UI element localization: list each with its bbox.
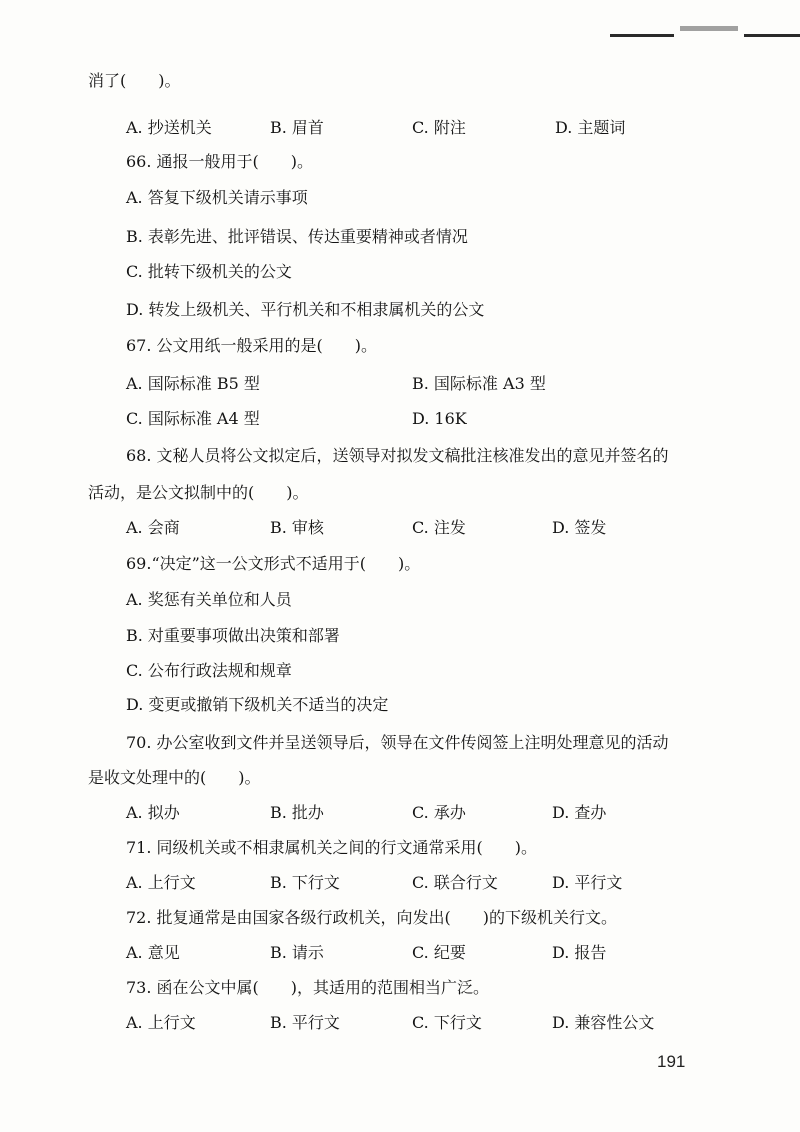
option-a: A. 拟办 <box>126 803 180 822</box>
q66-option-c-line <box>0 261 800 283</box>
option-c: C. 纪要 <box>412 943 466 962</box>
option-a: A. 抄送机关 <box>126 118 212 137</box>
option-a: A. 会商 <box>126 518 180 537</box>
option-a: A. 上行文 <box>126 873 196 892</box>
question-stem-continuation: 是收文处理中的( )。 <box>88 768 261 787</box>
q71-options-row <box>0 872 800 894</box>
option-a: A. 国际标准 B5 型 <box>126 374 260 393</box>
option-d: D. 兼容性公文 <box>552 1013 655 1032</box>
option-a: A. 意见 <box>126 943 180 962</box>
q69-option-a-line <box>0 589 800 611</box>
option-a: A. 上行文 <box>126 1013 196 1032</box>
option-c: C. 承办 <box>412 803 466 822</box>
option-c: C. 国际标准 A4 型 <box>126 409 260 428</box>
option-b: B. 对重要事项做出决策和部署 <box>126 626 340 645</box>
option-d: D. 16K <box>412 409 467 428</box>
question-stem: 67. 公文用纸一般采用的是( )。 <box>126 336 378 355</box>
q72-options-row <box>0 942 800 964</box>
option-b: B. 国际标准 A3 型 <box>412 374 546 393</box>
q69-option-b-line <box>0 625 800 647</box>
option-b: B. 表彰先进、批评错误、传达重要精神或者情况 <box>126 227 468 246</box>
question-stem-continuation: 活动，是公文拟制中的( )。 <box>88 483 309 502</box>
option-d: D. 报告 <box>552 943 607 962</box>
option-c: C. 下行文 <box>412 1013 482 1032</box>
q67-options-row-2 <box>0 408 800 430</box>
q68-stem-line <box>0 445 800 467</box>
q66-option-a-line <box>0 187 800 209</box>
q70-stem-line <box>0 732 800 754</box>
option-c: C. 公布行政法规和规章 <box>126 661 292 680</box>
option-d: D. 查办 <box>552 803 607 822</box>
q66-stem-line <box>0 151 800 173</box>
q70-stem-cont-line <box>0 767 800 789</box>
option-b: B. 下行文 <box>270 873 340 892</box>
q71-stem-line <box>0 837 800 859</box>
q68-stem-cont-line <box>0 482 800 504</box>
q73-options-row <box>0 1012 800 1034</box>
q67-stem-line <box>0 335 800 357</box>
option-d: D. 变更或撤销下级机关不适当的决定 <box>126 695 389 714</box>
q65-stem-line <box>0 70 800 92</box>
option-c: C. 注发 <box>412 518 466 537</box>
q65-options-row <box>0 117 800 139</box>
question-stem: 68. 文秘人员将公文拟定后，送领导对拟发文稿批注核准发出的意见并签名的 <box>126 446 669 465</box>
q69-option-c-line <box>0 660 800 682</box>
q68-options-row <box>0 517 800 539</box>
option-d: D. 主题词 <box>555 118 626 137</box>
question-stem: 70. 办公室收到文件并呈送领导后，领导在文件传阅签上注明处理意见的活动 <box>126 733 669 752</box>
option-c: C. 批转下级机关的公文 <box>126 262 292 281</box>
q66-option-d-line <box>0 299 800 321</box>
option-b: B. 平行文 <box>270 1013 340 1032</box>
question-stem: 71. 同级机关或不相隶属机关之间的行文通常采用( )。 <box>126 838 538 857</box>
q66-option-b-line <box>0 226 800 248</box>
q73-stem-line <box>0 977 800 999</box>
option-d: D. 转发上级机关、平行机关和不相隶属机关的公文 <box>126 300 485 319</box>
option-b: B. 批办 <box>270 803 324 822</box>
question-stem: 73. 函在公文中属( )，其适用的范围相当广泛。 <box>126 978 490 997</box>
page-number: 191 <box>657 1052 686 1071</box>
header-gap <box>674 30 744 40</box>
q69-stem-line <box>0 553 800 575</box>
option-b: B. 眉首 <box>270 118 324 137</box>
question-stem: 69.“决定”这一公文形式不适用于( )。 <box>126 554 421 573</box>
option-a: A. 答复下级机关请示事项 <box>126 188 308 207</box>
q72-stem-line <box>0 907 800 929</box>
q69-option-d-line <box>0 694 800 716</box>
option-a: A. 奖惩有关单位和人员 <box>126 590 292 609</box>
option-b: B. 请示 <box>270 943 324 962</box>
option-c: C. 联合行文 <box>412 873 498 892</box>
header-running-title-mark <box>680 26 738 31</box>
question-stem: 消了( )。 <box>88 71 181 90</box>
q70-options-row <box>0 802 800 824</box>
option-d: D. 平行文 <box>552 873 623 892</box>
question-stem: 72. 批复通常是由国家各级行政机关，向发出( )的下级机关行文。 <box>126 908 618 927</box>
option-b: B. 审核 <box>270 518 324 537</box>
question-stem: 66. 通报一般用于( )。 <box>126 152 314 171</box>
option-c: C. 附注 <box>412 118 466 137</box>
option-d: D. 签发 <box>552 518 607 537</box>
q67-options-row-1 <box>0 373 800 395</box>
